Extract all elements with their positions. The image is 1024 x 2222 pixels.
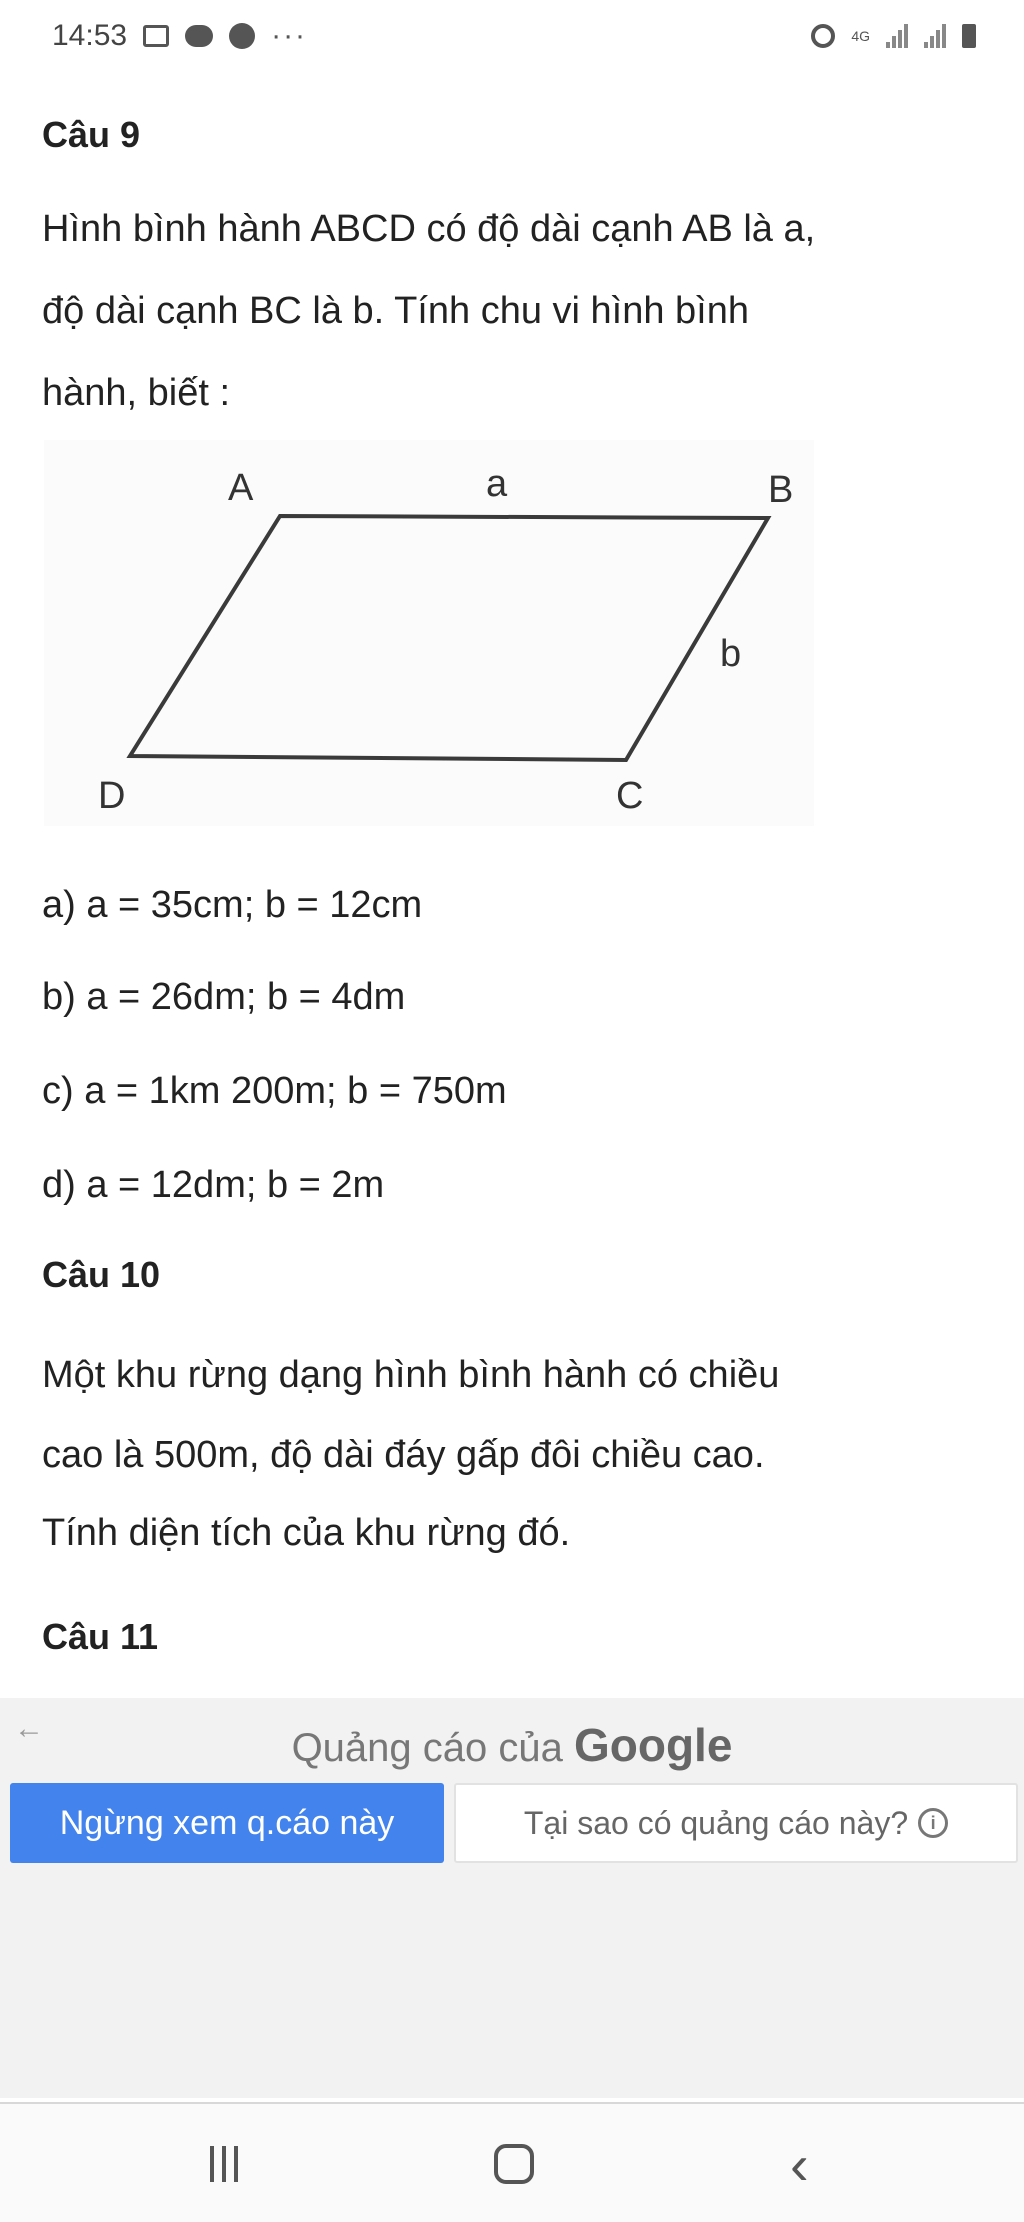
question-10-text-line-1: Một khu rừng dạng hình bình hành có chiều [42, 1354, 780, 1396]
parallelogram-figure [44, 440, 814, 826]
app-notification-icon [229, 23, 255, 49]
google-brand: Google [573, 1719, 733, 1771]
network-type-label: 4G [851, 28, 870, 44]
vertex-label-b: B [768, 469, 794, 511]
battery-icon [962, 24, 976, 48]
question-11-title: Câu 11 [42, 1616, 159, 1657]
status-left [52, 19, 307, 53]
ad-label-text: Quảng cáo của [291, 1726, 574, 1770]
status-right [811, 24, 976, 48]
status-bar [0, 0, 1024, 72]
gallery-icon [143, 25, 169, 47]
info-icon: i [918, 1808, 948, 1838]
chat-icon [185, 25, 213, 47]
question-9-text-line-1: Hình bình hành ABCD có độ dài cạnh AB là a, [42, 208, 816, 250]
option-b: b) a = 26dm; b = 4dm [42, 976, 406, 1018]
stop-seeing-ad-button[interactable] [10, 1783, 444, 1863]
question-9-text-line-3: hành, biết : [42, 372, 231, 414]
question-9-title: Câu 9 [42, 114, 141, 155]
question-10-title: Câu 10 [42, 1254, 161, 1295]
vertex-label-c: C [616, 775, 644, 817]
question-10-text-line-2: cao là 500m, độ dài đáy gấp đôi chiều cao. [42, 1434, 765, 1476]
signal-strength-icon-2 [924, 24, 946, 48]
parallelogram-diagram [44, 440, 814, 826]
status-time: 14:53 [52, 19, 128, 52]
stop-seeing-ad-label: Ngừng xem q.cáo này [59, 1803, 395, 1842]
signal-strength-icon [886, 24, 908, 48]
more-notifications-icon: ··· [271, 19, 308, 52]
ad-banner [0, 1698, 1024, 2098]
why-this-ad-label: Tại sao có quảng cáo này? [523, 1804, 909, 1841]
vertex-label-a: A [228, 467, 254, 509]
question-9-text-line-2: độ dài cạnh BC là b. Tính chu vi hình bình [42, 290, 749, 332]
question-10-text-line-3: Tính diện tích của khu rừng đó. [42, 1512, 571, 1554]
option-a: a) a = 35cm; b = 12cm [42, 884, 423, 926]
parallelogram-shape [130, 516, 768, 760]
home-icon[interactable] [494, 2144, 534, 2184]
side-label-a: a [486, 463, 508, 505]
ad-back-arrow-icon[interactable]: ← [14, 1712, 44, 1745]
vertex-label-d: D [98, 775, 126, 817]
option-c: c) a = 1km 200m; b = 750m [42, 1070, 507, 1112]
ad-label [0, 1718, 1024, 1772]
back-icon[interactable]: ‹ [790, 2133, 809, 2196]
navigation-bar [0, 2102, 1024, 2222]
recent-apps-icon[interactable] [210, 2146, 238, 2182]
why-this-ad-button[interactable] [454, 1783, 1018, 1863]
side-label-b: b [720, 633, 742, 675]
alarm-icon [811, 24, 835, 48]
option-d: d) a = 12dm; b = 2m [42, 1164, 385, 1206]
